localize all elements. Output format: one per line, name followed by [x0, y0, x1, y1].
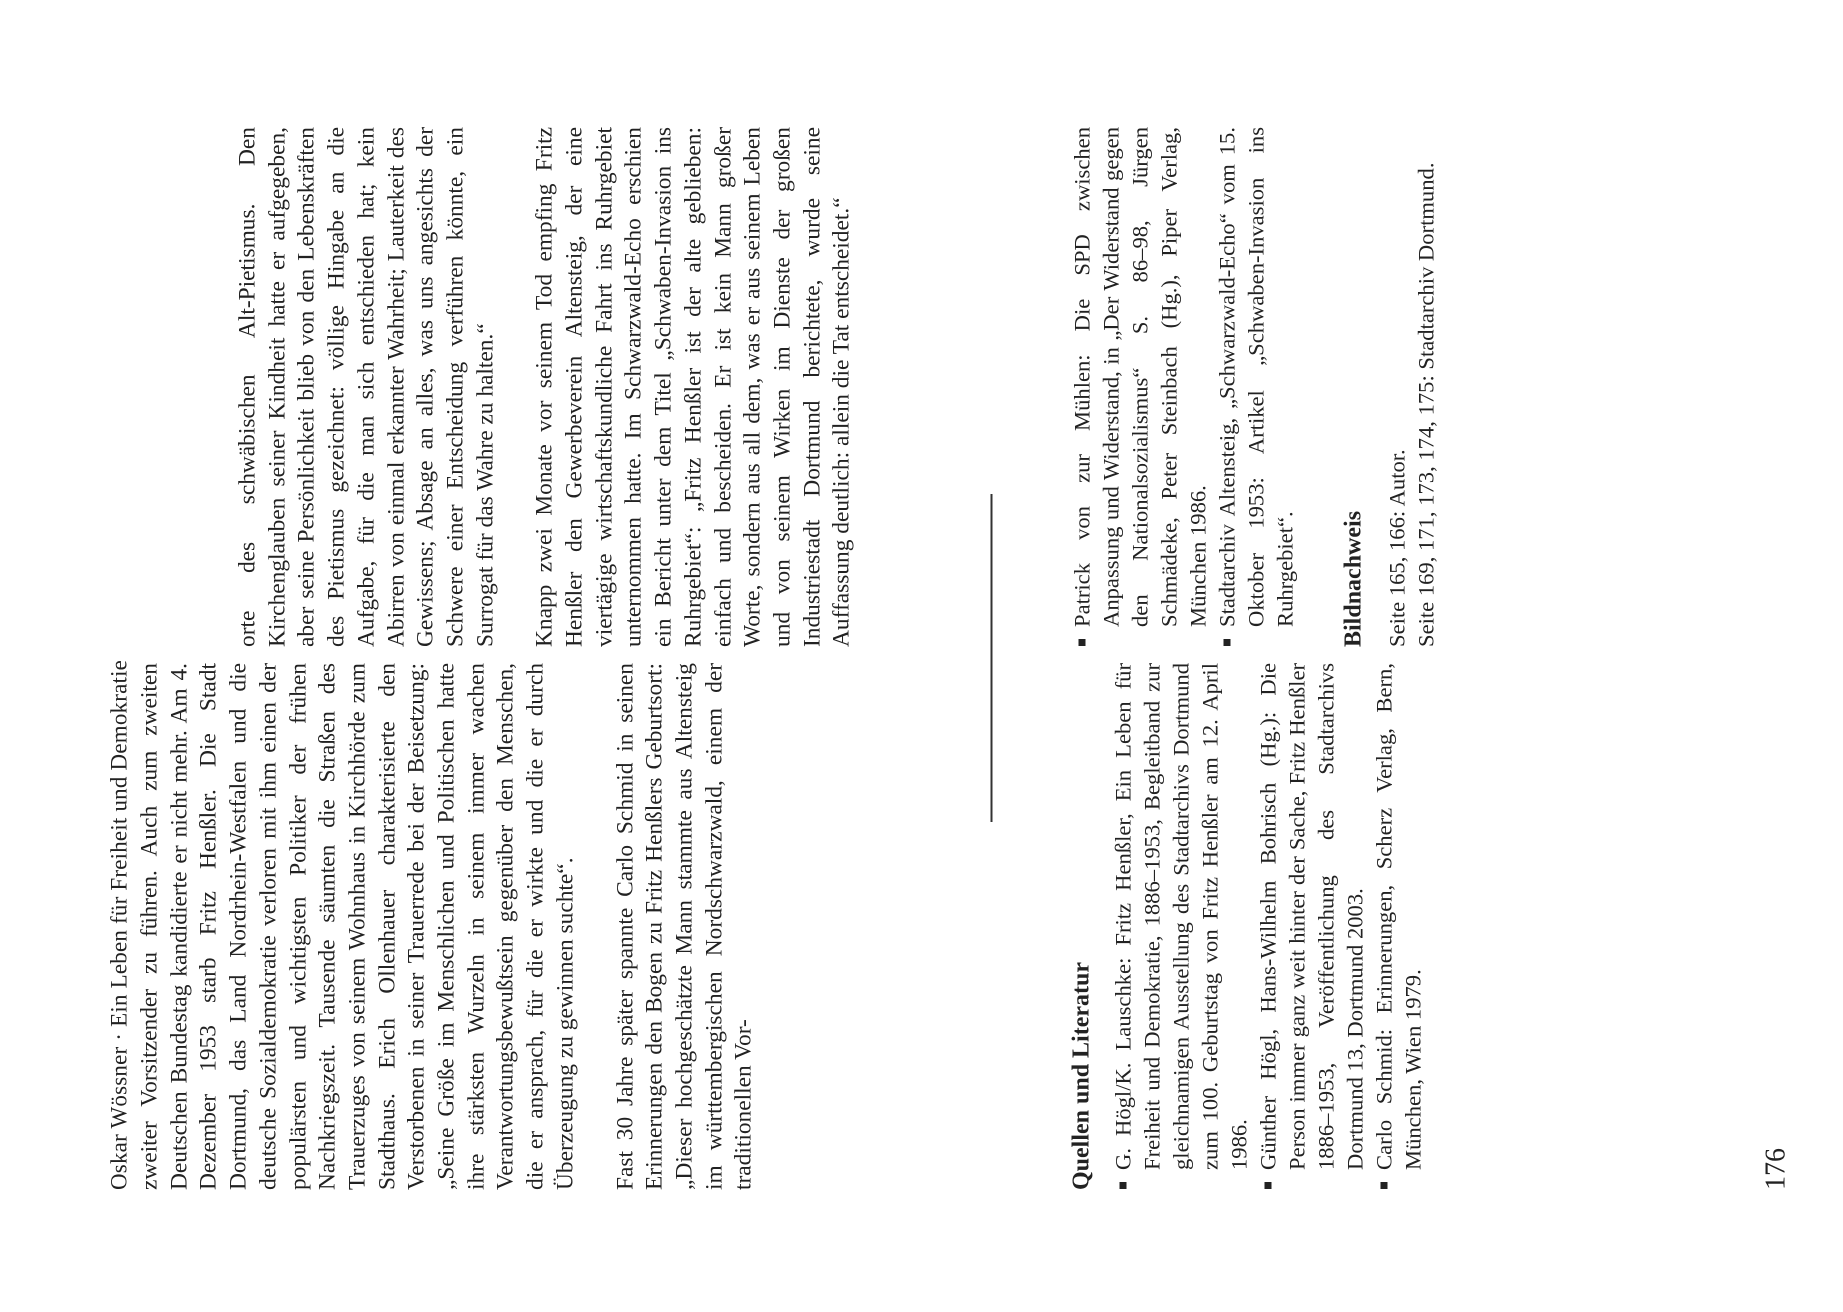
- bullet-icon: [1078, 639, 1085, 646]
- sources-continued-section: [1067, 127, 1440, 647]
- section-divider: [990, 494, 992, 822]
- bullet-icon: [1264, 1182, 1271, 1189]
- list-item: Patrick von zur Mühlen: Die SPD zwischen Anpassung und Widerstand, in „Der Widerstand gegen den Nationalsozialismus“ S. 86–98, Jürgen Schmädeke, Peter Steinbach (Hg.), Piper Verlag, München 1986.: [1067, 127, 1212, 647]
- list-item: Günther Högl, Hans-Wilhelm Bohrisch (Hg.): Die Person immer ganz weit hinter der Sache, Fritz Henßler 1886–1953, Veröffentlichung des Stadtarchivs Dortmund 13, Dortmund 2003.: [1253, 663, 1369, 1190]
- page-number: 176: [1760, 1148, 1791, 1190]
- running-head: Oskar Wössner · Ein Leben für Freiheit und Demokratie: [106, 659, 131, 1190]
- credits-line: Seite 165, 166: Autor.: [1384, 449, 1409, 647]
- sources-heading: Quellen und Literatur: [1068, 961, 1094, 1190]
- text-column-left: [135, 663, 759, 1190]
- credits-heading: Bildnachweis: [1340, 510, 1366, 647]
- paragraph: Knapp zwei Monate vor seinem Tod empfing Fritz Henßler den Gewerbeverein Altensteig, der eine viertägige wirtschaftskundliche Fahrt ins Ruhrgebiet unternommen hatte. Im Schwarzwald-Echo erschien ein Bericht unter dem Titel „Schwaben-Invasion ins Ruhrgebiet“: „Fritz Henßler ist der alte geblieben: einfach und bescheiden. Er ist kein Mann großer Worte, sondern aus all dem, was er aus seinem Leben und von seinem Wirken im Dienste der großen Industriestadt Dortmund berichtete, wurde seine Auffassung deutlich: allein die Tat entscheidet.“: [531, 127, 855, 647]
- list-item: Carlo Schmid: Erinnerungen, Scherz Verlag, Bern, München, Wien 1979.: [1369, 663, 1427, 1190]
- text-column-right: [233, 127, 857, 647]
- sources-list: [1108, 663, 1427, 1190]
- bullet-icon: [1119, 1182, 1126, 1189]
- paragraph: Fast 30 Jahre später spannte Carlo Schmid in seinen Erinnerungen den Bogen zu Fritz Henßlers Geburtsort: „Dieser hochgeschätzte Mann stammte aus Altensteig im württembergischen Nordschwarzwald, einem der traditionellen Vor-: [611, 663, 757, 1190]
- paragraph: zweiter Vorsitzender zu führen. Auch zum zweiten Deutschen Bundestag kandidierte er nicht mehr. Am 4. Dezember 1953 starb Fritz Henßler. Die Stadt Dortmund, das Land Nordrhein-Westfalen und die deutsche Sozialdemokratie verloren mit ihm einen der populärsten und wichtigsten Politiker der frühen Nachkriegszeit. Tausende säumten die Straßen des Trauerzuges von seinem Wohnhaus in Kirchhörde zum Stadthaus. Erich Ollenhauer charakterisierte den Verstorbenen in seiner Trauerrede bei der Beisetzung: „Seine Größe im Menschlichen und Politischen hatte ihre stärksten Wurzeln in seinem immer wachen Verantwortungsbewußtsein gegenüber den Menschen, die er ansprach, für die er wirkte und die er durch Überzeugung zu gewinnen suchte“.: [136, 663, 578, 1190]
- paragraph: orte des schwäbischen Alt-Pietismus. Den Kirchenglauben seiner Kindheit hatte er aufgegeben, aber seine Persönlichkeit blieb von den Lebenskräften des Pietismus gezeichnet: völlige Hingabe an die Aufgabe, für die man sich entschieden hat; kein Abirren von einmal erkannter Wahrheit; Lauterkeit des Gewissens; Absage an alles, was uns angesichts der Schwere einer Entscheidung verführen könnte, ein Surrogat für das Wahre zu halten.“: [234, 127, 498, 647]
- sources-list-continued: [1067, 127, 1299, 647]
- sources-section: [1067, 663, 1427, 1190]
- list-item: Stadtarchiv Altensteig, „Schwarzwald-Echo“ vom 15. Oktober 1953: Artikel „Schwaben-Invasion ins Ruhrgebiet“.: [1212, 127, 1299, 647]
- bullet-icon: [1380, 1182, 1387, 1189]
- bullet-icon: [1223, 639, 1230, 646]
- credits-line: Seite 169, 171, 173, 174, 175: Stadtarchiv Dortmund.: [1413, 162, 1438, 647]
- list-item: G. Högl/K. Lauschke: Fritz Henßler, Ein Leben für Freiheit und Demokratie, 1886–1953, Begleitband zur gleichnamigen Ausstellung des Stadtarchivs Dortmund zum 100. Geburtstag von Fritz Henßler am 12. April 1986.: [1108, 663, 1253, 1190]
